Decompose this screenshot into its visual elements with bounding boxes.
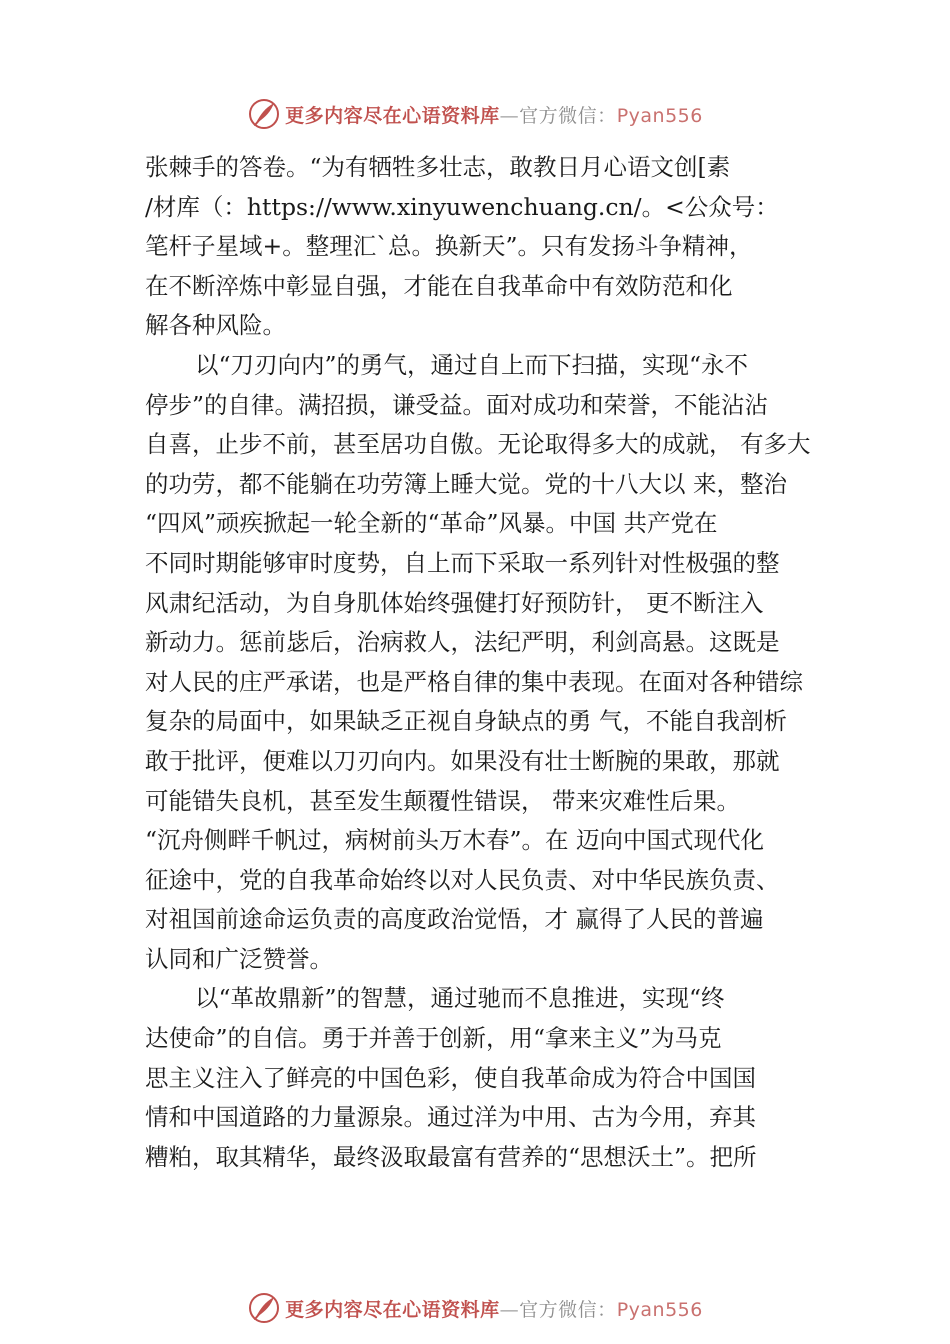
text-line: 复杂的局面中，如果缺乏正视自身缺点的勇 气，不能自我剖析 [145,707,787,736]
text-line: 达使命”的自信。勇于并善于创新，用“拿来主义”为马克 [145,1024,722,1053]
text-line: 认同和广泛赞誉。 [145,944,333,973]
text-line: 对人民的庄严承诺，也是严格自律的集中表现。在面对各种错综 [145,667,803,696]
footer-banner [0,1288,950,1328]
text-line: /材库（：https://www.xinyuwenchuang.cn/。<公众号： [145,192,779,221]
feather-logo-icon [247,1291,281,1325]
text-line: 糟粕，取其精华，最终汲取最富有营养的“思想沃土”。把所 [145,1142,757,1171]
text-line: 张棘手的答卷。“为有牺牲多壮志，敢教日月心语文创[素 [145,153,731,181]
banner-separator: — [499,104,520,127]
text-line: 对祖国前途命运负责的高度政治觉悟，才 赢得了人民的普遍 [145,905,764,934]
banner-text [285,1295,703,1322]
paragraph-start-line: 以“革故鼎新”的智慧，通过驰而不息推进，实现“终 [195,984,725,1013]
banner-account: Pyan556 [616,1298,703,1321]
banner-text [285,101,703,128]
document-body [145,148,835,1177]
text-line: 情和中国道路的力量源泉。通过洋为中用、古为今用，弃其 [145,1103,756,1132]
feather-logo-icon [247,97,281,131]
text-line: 不同时期能够审时度势，自上而下采取一系列针对性极强的整 [145,548,780,577]
text-line: 笔杆子星域+。整理汇`总。换新天”。只有发扬斗争精神， [145,232,753,261]
banner-account: Pyan556 [616,104,703,127]
header-banner [0,94,950,134]
text-line: 自喜，止步不前，甚至居功自傲。无论取得多大的成就， 有多大 [145,430,811,459]
banner-wechat-label: 官方微信： [519,104,617,127]
text-line: “四风”顽疾掀起一轮全新的“革命”风暴。中国 共产党在 [145,509,718,538]
text-line: 思主义注入了鲜亮的中国色彩，使自我革命成为符合中国国 [145,1063,756,1092]
text-line: 的功劳，都不能躺在功劳簿上睡大觉。党的十八大以 来，整治 [145,469,787,498]
banner-separator: — [499,1298,520,1321]
text-line: “沉舟侧畔千帆过，病树前头万木春”。在 迈向中国式现代化 [145,826,764,855]
paragraph-start-line: 以“刀刃向内”的勇气，通过自上而下扫描，实现“永不 [195,350,749,379]
text-line: 新动力。惩前毖后，治病救人，法纪严明，利剑高悬。这既是 [145,628,780,657]
text-line: 征途中，党的自我革命始终以对人民负责、对中华民族负责、 [145,865,780,894]
text-line: 敢于批评，便难以刀刃向内。如果没有壮士断腕的果敢，那就 [145,746,780,775]
banner-brand: 更多内容尽在心语资料库 [285,104,500,127]
text-line: 可能错失良机，甚至发生颠覆性错误， 带来灾难性后果。 [145,786,740,815]
banner-wechat-label: 官方微信： [519,1298,617,1321]
text-line: 解各种风险。 [145,311,286,340]
banner-brand: 更多内容尽在心语资料库 [285,1298,500,1321]
text-line: 风肃纪活动，为自身肌体始终强健打好预防针， 更不断注入 [145,588,764,617]
text-line: 在不断淬炼中彰显自强，才能在自我革命中有效防范和化 [145,271,733,300]
text-line: 停步”的自律。满招损，谦受益。面对成功和荣誉，不能沾沾 [145,390,769,419]
